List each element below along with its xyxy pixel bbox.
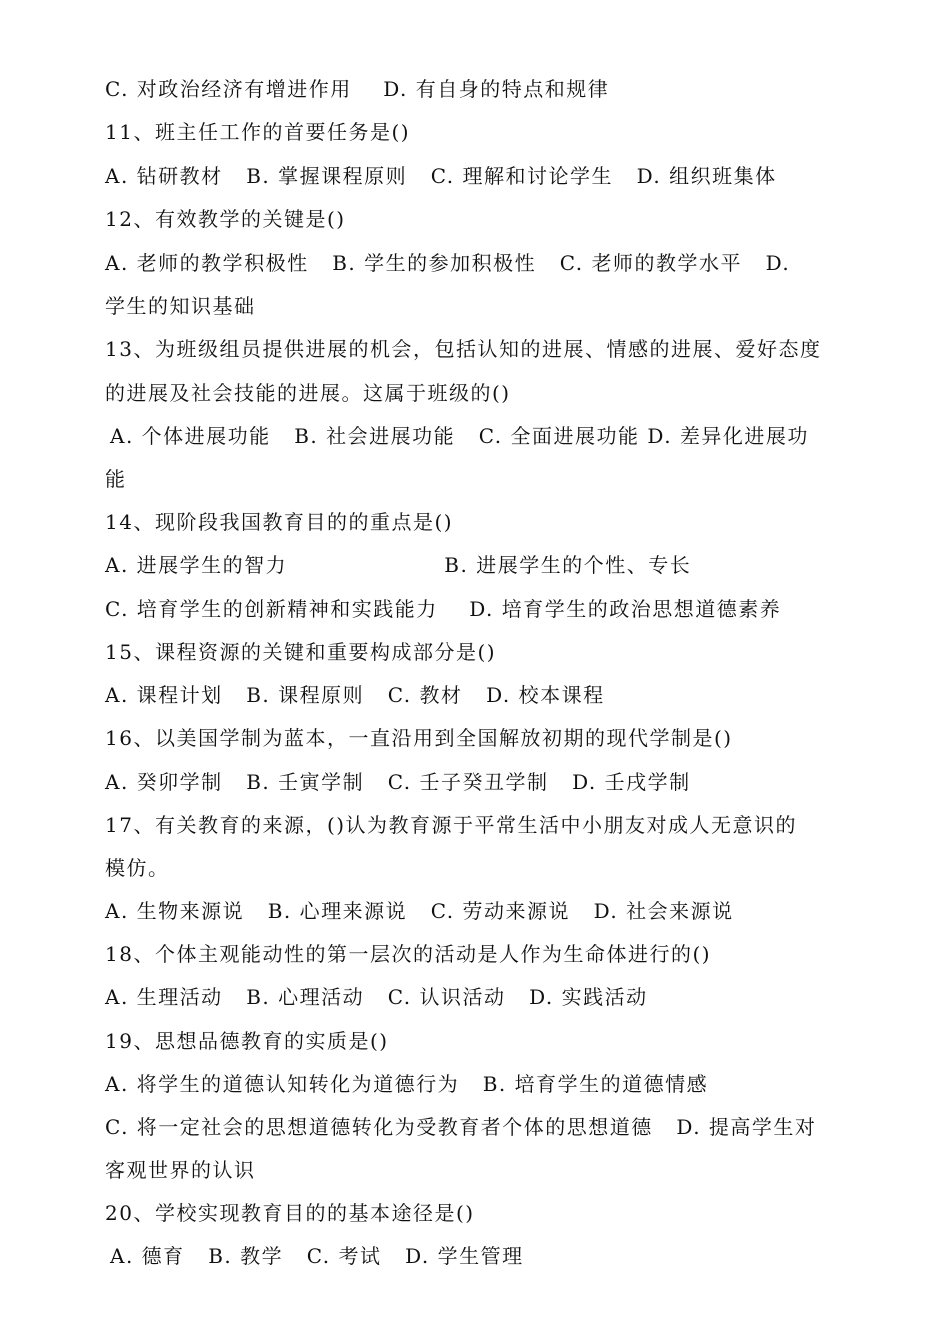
options-13-cont: 能 xyxy=(105,467,127,491)
options-19-cont: 客观世界的认识 xyxy=(105,1158,256,1182)
options-19-ab: A. 将学生的道德认知转化为道德行为 B. 培育学生的道德情感 xyxy=(105,1072,709,1096)
question-12: 12、有效教学的关键是() xyxy=(105,207,346,231)
options-12-cont: 学生的知识基础 xyxy=(105,294,256,318)
options-17: A. 生物来源说 B. 心理来源说 C. 劳动来源说 D. 社会来源说 xyxy=(105,899,734,923)
options-13: A. 个体进展功能 B. 社会进展功能 C. 全面进展功能 D. 差异化进展功 xyxy=(110,424,809,448)
question-13-cont: 的进展及社会技能的进展。这属于班级的() xyxy=(105,381,511,405)
option-line: C. 对政治经济有增进作用 D. 有自身的特点和规律 xyxy=(105,77,610,101)
question-17-cont: 模仿。 xyxy=(105,856,170,880)
options-19-cd: C. 将一定社会的思想道德转化为受教育者个体的思想道德 D. 提高学生对 xyxy=(105,1115,817,1139)
options-14-cd: C. 培育学生的创新精神和实践能力 D. 培育学生的政治思想道德素养 xyxy=(105,597,782,621)
question-15: 15、课程资源的关键和重要构成部分是() xyxy=(105,640,497,664)
question-14: 14、现阶段我国教育目的的重点是() xyxy=(105,510,454,534)
options-16: A. 癸卯学制 B. 壬寅学制 C. 壬子癸丑学制 D. 壬戌学制 xyxy=(105,770,691,794)
options-14-ab: A. 进展学生的智力 B. 进展学生的个性、专长 xyxy=(105,553,692,577)
question-11: 11、班主任工作的首要任务是() xyxy=(105,120,411,144)
question-20: 20、学校实现教育目的的基本途径是() xyxy=(105,1201,475,1225)
options-20: A. 德育 B. 教学 C. 考试 D. 学生管理 xyxy=(110,1244,524,1268)
options-12: A. 老师的教学积极性 B. 学生的参加积极性 C. 老师的教学水平 D. xyxy=(105,251,791,275)
question-16: 16、以美国学制为蓝本，一直沿用到全国解放初期的现代学制是() xyxy=(105,726,733,750)
options-18: A. 生理活动 B. 心理活动 C. 认识活动 D. 实践活动 xyxy=(105,985,648,1009)
question-18: 18、个体主观能动性的第一层次的活动是人作为生命体进行的() xyxy=(105,942,712,966)
options-15: A. 课程计划 B. 课程原则 C. 教材 D. 校本课程 xyxy=(105,683,605,707)
question-13: 13、为班级组员提供进展的机会，包括认知的进展、情感的进展、爱好态度 xyxy=(105,337,822,361)
question-19: 19、思想品德教育的实质是() xyxy=(105,1029,389,1053)
question-17: 17、有关教育的来源，()认为教育源于平常生活中小朋友对成人无意识的 xyxy=(105,813,798,837)
options-11: A. 钻研教材 B. 掌握课程原则 C. 理解和讨论学生 D. 组织班集体 xyxy=(105,164,777,188)
